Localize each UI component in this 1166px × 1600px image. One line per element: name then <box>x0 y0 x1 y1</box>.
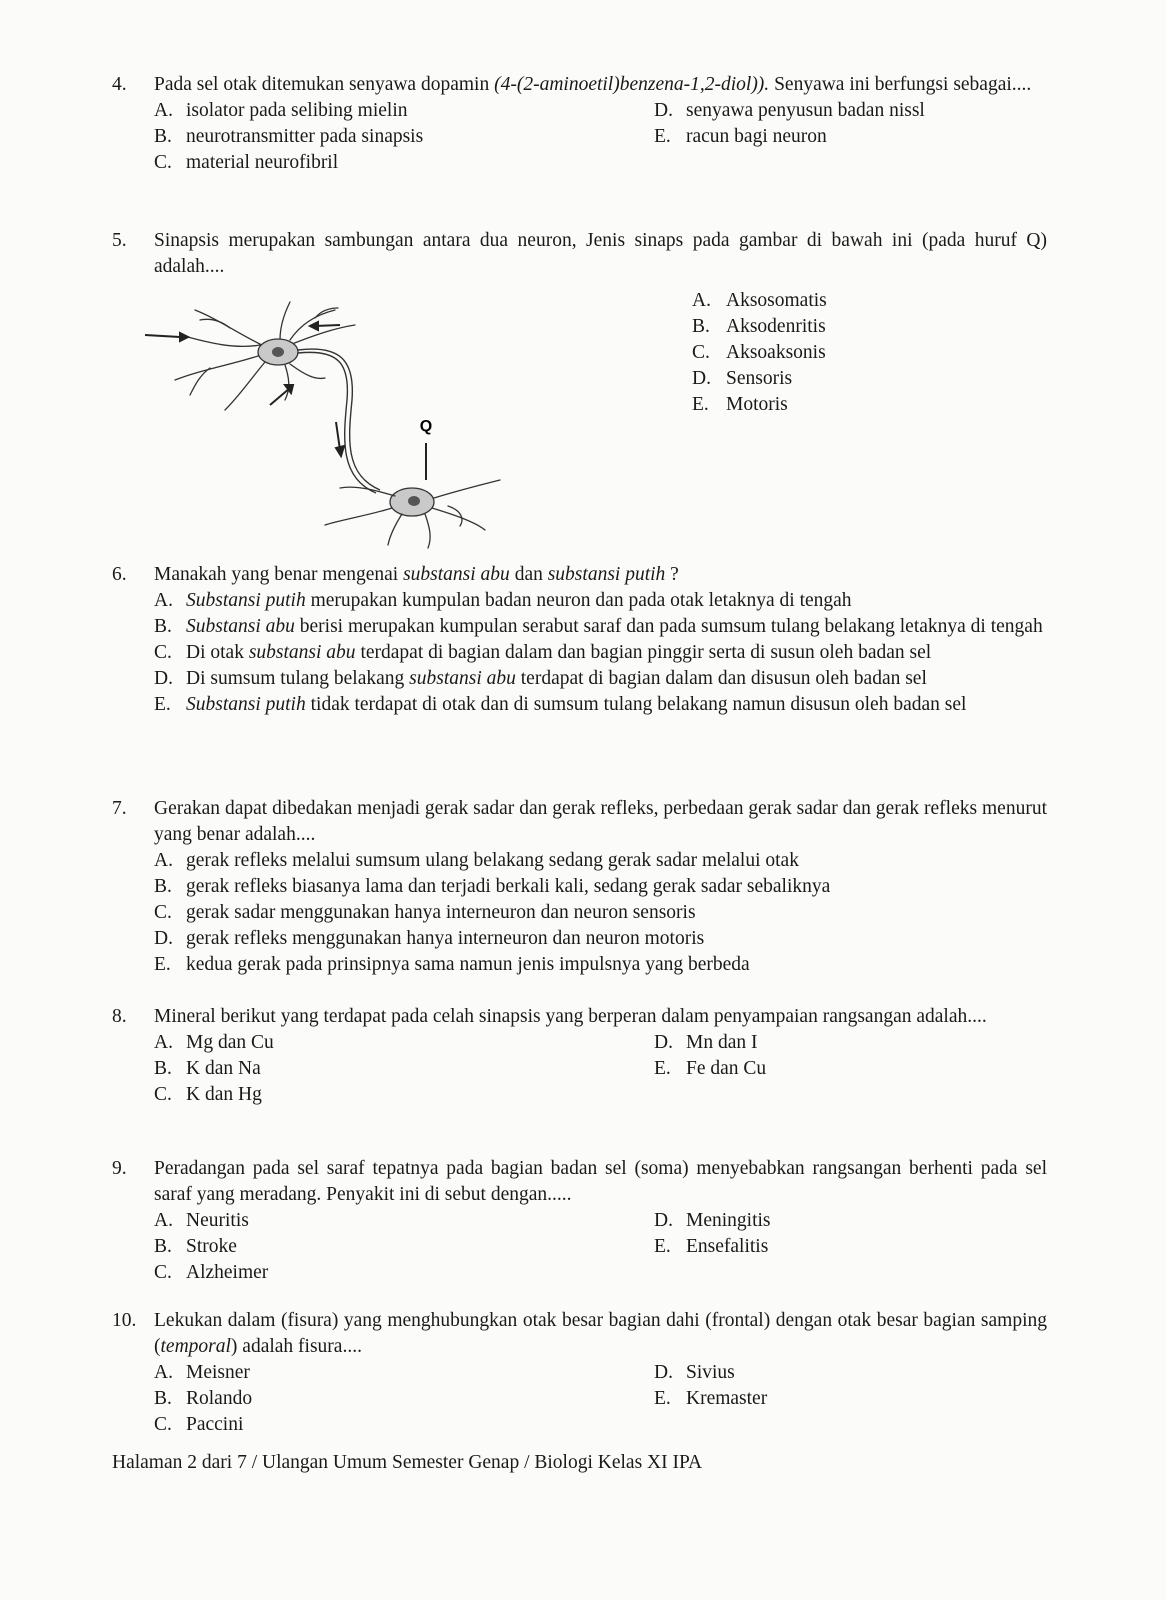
option-letter: B. <box>154 876 172 897</box>
option-e[interactable] <box>654 1386 1047 1412</box>
question-8 <box>112 1004 1047 1108</box>
option-text: K dan Hg <box>186 1084 262 1105</box>
question-text: Mineral berikut yang terdapat pada celah sinapsis yang berperan dalam penyampaian rangsangan adalah.... <box>154 1006 987 1027</box>
option-text-italic: substansi abu <box>248 642 356 663</box>
option-a[interactable] <box>154 1208 654 1234</box>
option-text: isolator pada selibing mielin <box>186 100 408 121</box>
option-text-part: berisi merupakan kumpulan serabut saraf dan pada sumsum tulang belakang letaknya di tengah <box>294 616 1043 637</box>
question-text-part: Senyawa ini berfungsi sebagai.... <box>769 74 1032 95</box>
question-number: 6. <box>112 564 127 585</box>
option-letter: D. <box>654 1032 673 1053</box>
axon <box>298 349 380 490</box>
option-c[interactable] <box>154 900 1047 926</box>
option-text: senyawa penyusun badan nissl <box>686 100 925 121</box>
option-text-part: terdapat di bagian dalam dan disusun oleh badan sel <box>515 668 927 689</box>
option-text: gerak refleks melalui sumsum ulang belakang sedang gerak sadar melalui otak <box>186 850 799 871</box>
option-letter: C. <box>154 152 172 173</box>
option-text: racun bagi neuron <box>686 126 827 147</box>
question-number: 10. <box>112 1310 137 1331</box>
question-9 <box>112 1156 1047 1286</box>
option-letter: A. <box>692 290 711 311</box>
option-b[interactable] <box>154 1056 654 1082</box>
option-letter: A. <box>154 850 173 871</box>
question-number: 8. <box>112 1006 127 1027</box>
question-text-italic: (4-(2-aminoetil)benzena-1,2-diol)). <box>494 74 770 95</box>
option-c[interactable] <box>154 640 1047 666</box>
question-number: 9. <box>112 1158 127 1179</box>
option-letter: D. <box>654 1210 673 1231</box>
option-text: Kremaster <box>686 1388 768 1409</box>
option-b[interactable] <box>154 874 1047 900</box>
question-7 <box>112 796 1047 978</box>
page-footer: Halaman 2 dari 7 / Ulangan Umum Semester Genap / Biologi Kelas XI IPA <box>112 1452 703 1473</box>
option-letter: B. <box>154 126 172 147</box>
option-d[interactable] <box>154 926 1047 952</box>
option-e[interactable] <box>154 952 1047 978</box>
question-text <box>154 1308 1047 1360</box>
option-e[interactable] <box>692 392 827 418</box>
option-text: Fe dan Cu <box>686 1058 767 1079</box>
answer-options <box>154 98 1047 176</box>
question-6 <box>112 562 1047 718</box>
question-text: Gerakan dapat dibedakan menjadi gerak sadar dan gerak refleks, perbedaan gerak sadar dan gerak refleks menurut yang benar adalah.... <box>154 798 1047 845</box>
question-text-part: Pada sel otak ditemukan senyawa dopamin <box>154 74 495 95</box>
option-letter: C. <box>692 342 710 363</box>
option-letter: A. <box>154 590 173 611</box>
option-text: neurotransmitter pada sinapsis <box>186 126 424 147</box>
neuron-synapse-diagram <box>140 300 520 550</box>
option-text-part: Di sumsum tulang belakang <box>186 668 410 689</box>
question-text-italic: substansi abu <box>403 564 510 585</box>
option-letter: A. <box>154 100 173 121</box>
option-d[interactable] <box>692 366 827 392</box>
option-letter: B. <box>692 316 710 337</box>
question-5 <box>112 228 1047 280</box>
option-text-italic: Substansi putih <box>186 590 306 611</box>
option-letter: D. <box>154 928 173 949</box>
question-5-options <box>692 288 827 418</box>
question-text: Sinapsis merupakan sambungan antara dua neuron, Jenis sinaps pada gambar di bawah ini (pada huruf Q) adalah.... <box>154 230 1047 277</box>
option-text-italic: Substansi putih <box>186 694 306 715</box>
option-d[interactable] <box>654 98 1047 124</box>
option-letter: D. <box>654 100 673 121</box>
option-d[interactable] <box>654 1030 1047 1056</box>
option-b[interactable] <box>154 1386 654 1412</box>
option-letter: C. <box>154 1262 172 1283</box>
option-text-part: merupakan kumpulan badan neuron dan pada otak letaknya di tengah <box>305 590 852 611</box>
option-text: K dan Na <box>186 1058 261 1079</box>
option-b[interactable] <box>154 1234 654 1260</box>
option-letter: E. <box>154 954 171 975</box>
option-text: Aksodenritis <box>726 316 826 337</box>
option-letter: B. <box>154 1058 172 1079</box>
option-text: gerak refleks biasanya lama dan terjadi berkali kali, sedang gerak sadar sebaliknya <box>186 876 831 897</box>
option-text: Rolando <box>186 1388 253 1409</box>
answer-options <box>154 1030 1047 1108</box>
answer-options <box>154 1360 1047 1438</box>
option-letter: D. <box>154 668 173 689</box>
option-a[interactable] <box>692 288 827 314</box>
answer-options <box>154 1208 1047 1286</box>
option-letter: C. <box>154 1414 172 1435</box>
option-text: Meisner <box>186 1362 250 1383</box>
option-text: Aksoaksonis <box>726 342 826 363</box>
option-letter: D. <box>692 368 711 389</box>
option-text: Alzheimer <box>186 1262 269 1283</box>
option-text-italic: substansi abu <box>409 668 516 689</box>
option-text: Sivius <box>686 1362 735 1383</box>
upper-nucleus <box>272 347 284 357</box>
question-number: 7. <box>112 798 127 819</box>
question-text-part: ? <box>665 564 679 585</box>
option-text: gerak refleks menggunakan hanya interneuron dan neuron motoris <box>186 928 705 949</box>
option-letter: C. <box>154 1084 172 1105</box>
option-letter: E. <box>692 394 709 415</box>
option-text: material neurofibril <box>186 152 339 173</box>
question-text-part: Manakah yang benar mengenai <box>154 564 404 585</box>
option-letter: E. <box>654 126 671 147</box>
answer-options <box>154 588 1047 718</box>
option-c[interactable] <box>692 340 827 366</box>
option-letter: C. <box>154 642 172 663</box>
option-text: Ensefalitis <box>686 1236 769 1257</box>
option-letter: A. <box>154 1210 173 1231</box>
option-a[interactable] <box>154 1360 654 1386</box>
option-letter: A. <box>154 1032 173 1053</box>
option-text-italic: Substansi abu <box>186 616 295 637</box>
question-text-part: Lekukan dalam (fisura) yang menghubungkan otak besar bagian dahi (frontal) dengan otak besar bagian samping ( <box>154 1310 1047 1357</box>
option-text: kedua gerak pada prinsipnya sama namun jenis impulsnya yang berbeda <box>186 954 750 975</box>
option-text-part: Di otak <box>186 642 249 663</box>
option-text: Aksosomatis <box>726 290 827 311</box>
question-text-part: dan <box>509 564 548 585</box>
option-letter: E. <box>154 694 171 715</box>
option-letter: E. <box>654 1058 671 1079</box>
option-b[interactable] <box>154 614 1047 640</box>
option-text: Motoris <box>726 394 788 415</box>
option-text: Neuritis <box>186 1210 249 1231</box>
question-text <box>154 562 1047 588</box>
option-a[interactable] <box>154 588 1047 614</box>
option-text: Mg dan Cu <box>186 1032 274 1053</box>
question-10 <box>112 1308 1047 1438</box>
option-letter: D. <box>654 1362 673 1383</box>
option-text: Stroke <box>186 1236 237 1257</box>
option-text <box>186 588 1047 614</box>
option-c[interactable] <box>154 1260 654 1286</box>
question-text <box>154 72 1047 98</box>
option-text: gerak sadar menggunakan hanya interneuron dan neuron sensoris <box>186 902 696 923</box>
option-text: Meningitis <box>686 1210 771 1231</box>
question-text-part: ) adalah fisura.... <box>230 1336 362 1357</box>
option-b[interactable] <box>154 124 654 150</box>
option-b[interactable] <box>692 314 827 340</box>
option-text-part: terdapat di bagian dalam dan bagian pinggir serta di susun oleh badan sel <box>355 642 932 663</box>
option-text <box>186 640 1047 666</box>
option-d[interactable] <box>654 1208 1047 1234</box>
option-c[interactable] <box>154 1412 654 1438</box>
option-text <box>186 692 1047 718</box>
question-number: 4. <box>112 74 127 95</box>
question-text-italic: substansi putih <box>547 564 666 585</box>
option-e[interactable] <box>654 124 1047 150</box>
option-a[interactable] <box>154 98 654 124</box>
question-4 <box>112 72 1047 176</box>
option-e[interactable] <box>654 1056 1047 1082</box>
option-text <box>186 666 1047 692</box>
option-text-part: tidak terdapat di otak dan di sumsum tulang belakang namun disusun oleh badan sel <box>305 694 967 715</box>
question-text-italic: temporal <box>160 1336 231 1357</box>
option-letter: C. <box>154 902 172 923</box>
option-text <box>186 614 1047 640</box>
option-letter: E. <box>654 1236 671 1257</box>
option-text: Mn dan I <box>686 1032 758 1053</box>
option-e[interactable] <box>654 1234 1047 1260</box>
option-e[interactable] <box>154 692 1047 718</box>
option-c[interactable] <box>154 1082 654 1108</box>
lower-nucleus <box>408 496 420 506</box>
option-c[interactable] <box>154 150 654 176</box>
option-letter: B. <box>154 1236 172 1257</box>
option-letter: E. <box>654 1388 671 1409</box>
question-text: Peradangan pada sel saraf tepatnya pada bagian badan sel (soma) menyebabkan rangsangan berhenti pada sel saraf yang meradang. Penyakit ini di sebut dengan..... <box>154 1158 1047 1205</box>
option-a[interactable] <box>154 1030 654 1056</box>
option-a[interactable] <box>154 848 1047 874</box>
option-text: Sensoris <box>726 368 793 389</box>
option-letter: B. <box>154 1388 172 1409</box>
option-d[interactable] <box>654 1360 1047 1386</box>
question-number: 5. <box>112 230 127 251</box>
option-d[interactable] <box>154 666 1047 692</box>
answer-options <box>154 848 1047 978</box>
option-text: Paccini <box>186 1414 244 1435</box>
synapse-label-q: Q <box>419 418 433 435</box>
option-letter: B. <box>154 616 172 637</box>
option-letter: A. <box>154 1362 173 1383</box>
